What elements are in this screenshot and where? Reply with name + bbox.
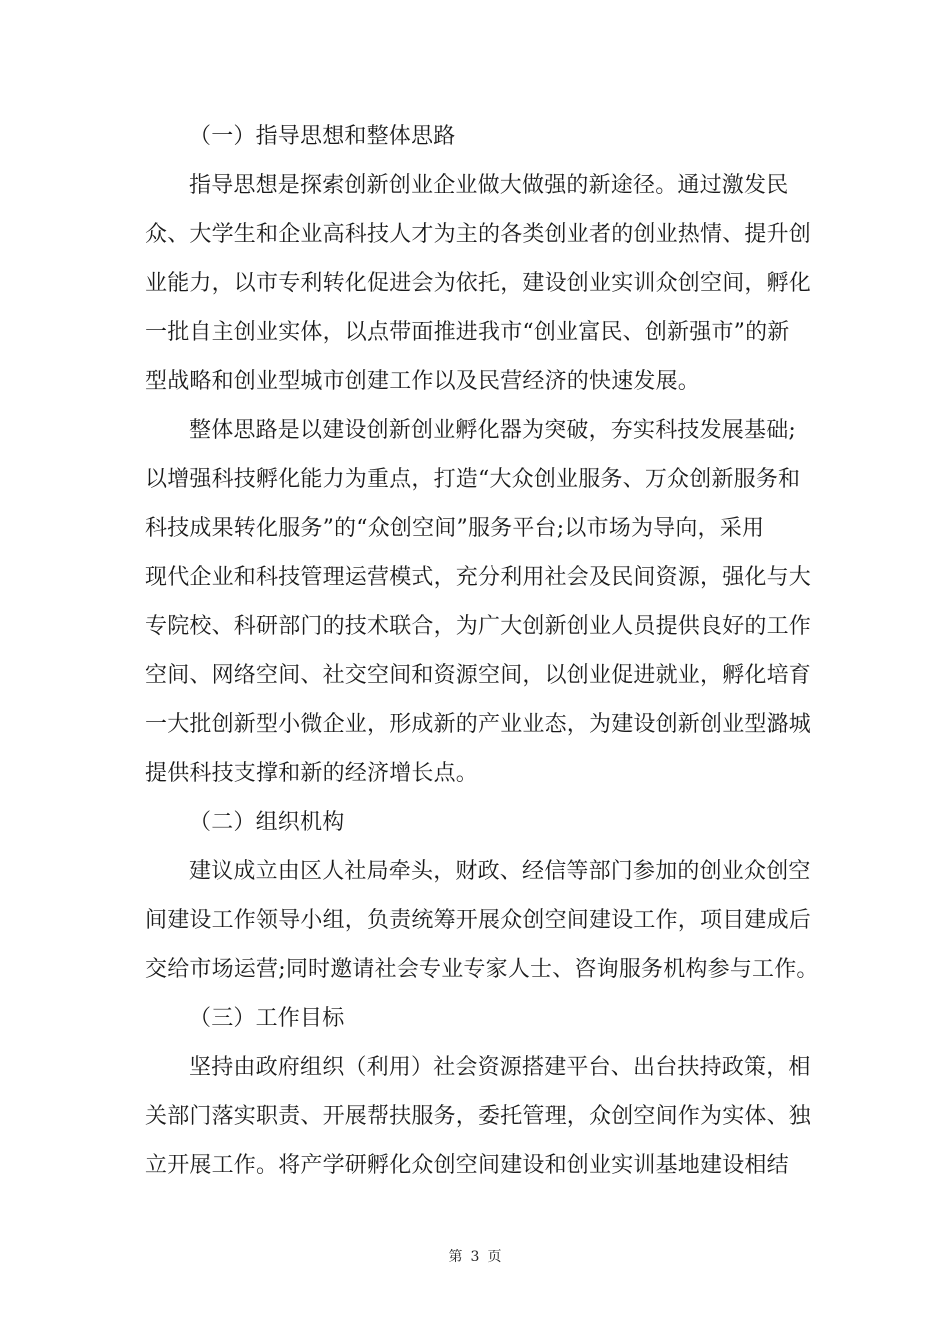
paragraph-line: 间建设工作领导小组，负责统筹开展众创空间建设工作，项目建成后	[145, 908, 812, 933]
paragraph-line: 指导思想是探索创新创业企业做大做强的新途径。通过激发民	[189, 173, 789, 198]
paragraph-line: 众、大学生和企业高科技人才为主的各类创业者的创业热情、提升创	[145, 222, 812, 247]
paragraph-line: 立开展工作。将产学研孵化众创空间建设和创业实训基地建设相结	[145, 1153, 789, 1178]
paragraph-line: 型战略和创业型城市创建工作以及民营经济的快速发展。	[145, 369, 701, 394]
section-heading-organization: （二）组织机构	[189, 810, 345, 835]
page-footer	[0, 1248, 950, 1266]
paragraph-line: 专院校、科研部门的技术联合，为广大创新创业人员提供良好的工作	[145, 614, 812, 639]
paragraph-line: 提供科技支撑和新的经济增长点。	[145, 761, 479, 786]
paragraph-line: 科技成果转化服务”的“众创空间”服务平台;以市场为导向，采用	[145, 516, 765, 541]
document-body	[145, 112, 819, 1190]
paragraph-line: 一批自主创业实体，以点带面推进我市“创业富民、创新强市”的新	[145, 320, 790, 345]
section-heading-guiding-ideology: （一）指导思想和整体思路	[189, 124, 456, 149]
paragraph-line: 交给市场运营;同时邀请社会专业专家人士、咨询服务机构参与工作。	[145, 957, 819, 982]
paragraph-line: 现代企业和科技管理运营模式，充分利用社会及民间资源，强化与大	[145, 565, 812, 590]
page-number-suffix: 页	[487, 1249, 502, 1265]
paragraph-line: 坚持由政府组织（利用）社会资源搭建平台、出台扶持政策，相	[189, 1055, 811, 1080]
page-number-prefix: 第	[448, 1249, 463, 1265]
page-number: 3	[470, 1249, 480, 1265]
paragraph-line: 空间、网络空间、社交空间和资源空间，以创业促进就业，孵化培育	[145, 663, 812, 688]
paragraph-line: 一大批创新型小微企业，形成新的产业业态，为建设创新创业型潞城	[145, 712, 812, 737]
paragraph-line: 整体思路是以建设创新创业孵化器为突破，夯实科技发展基础;	[189, 418, 797, 443]
paragraph-line: 建议成立由区人社局牵头，财政、经信等部门参加的创业众创空	[189, 859, 811, 884]
section-heading-work-goals: （三）工作目标	[189, 1006, 345, 1031]
paragraph-line: 业能力，以市专利转化促进会为依托，建设创业实训众创空间，孵化	[145, 271, 812, 296]
paragraph-line: 关部门落实职责、开展帮扶服务，委托管理，众创空间作为实体、独	[145, 1104, 812, 1129]
paragraph-line: 以增强科技孵化能力为重点，打造“大众创业服务、万众创新服务和	[145, 467, 801, 492]
